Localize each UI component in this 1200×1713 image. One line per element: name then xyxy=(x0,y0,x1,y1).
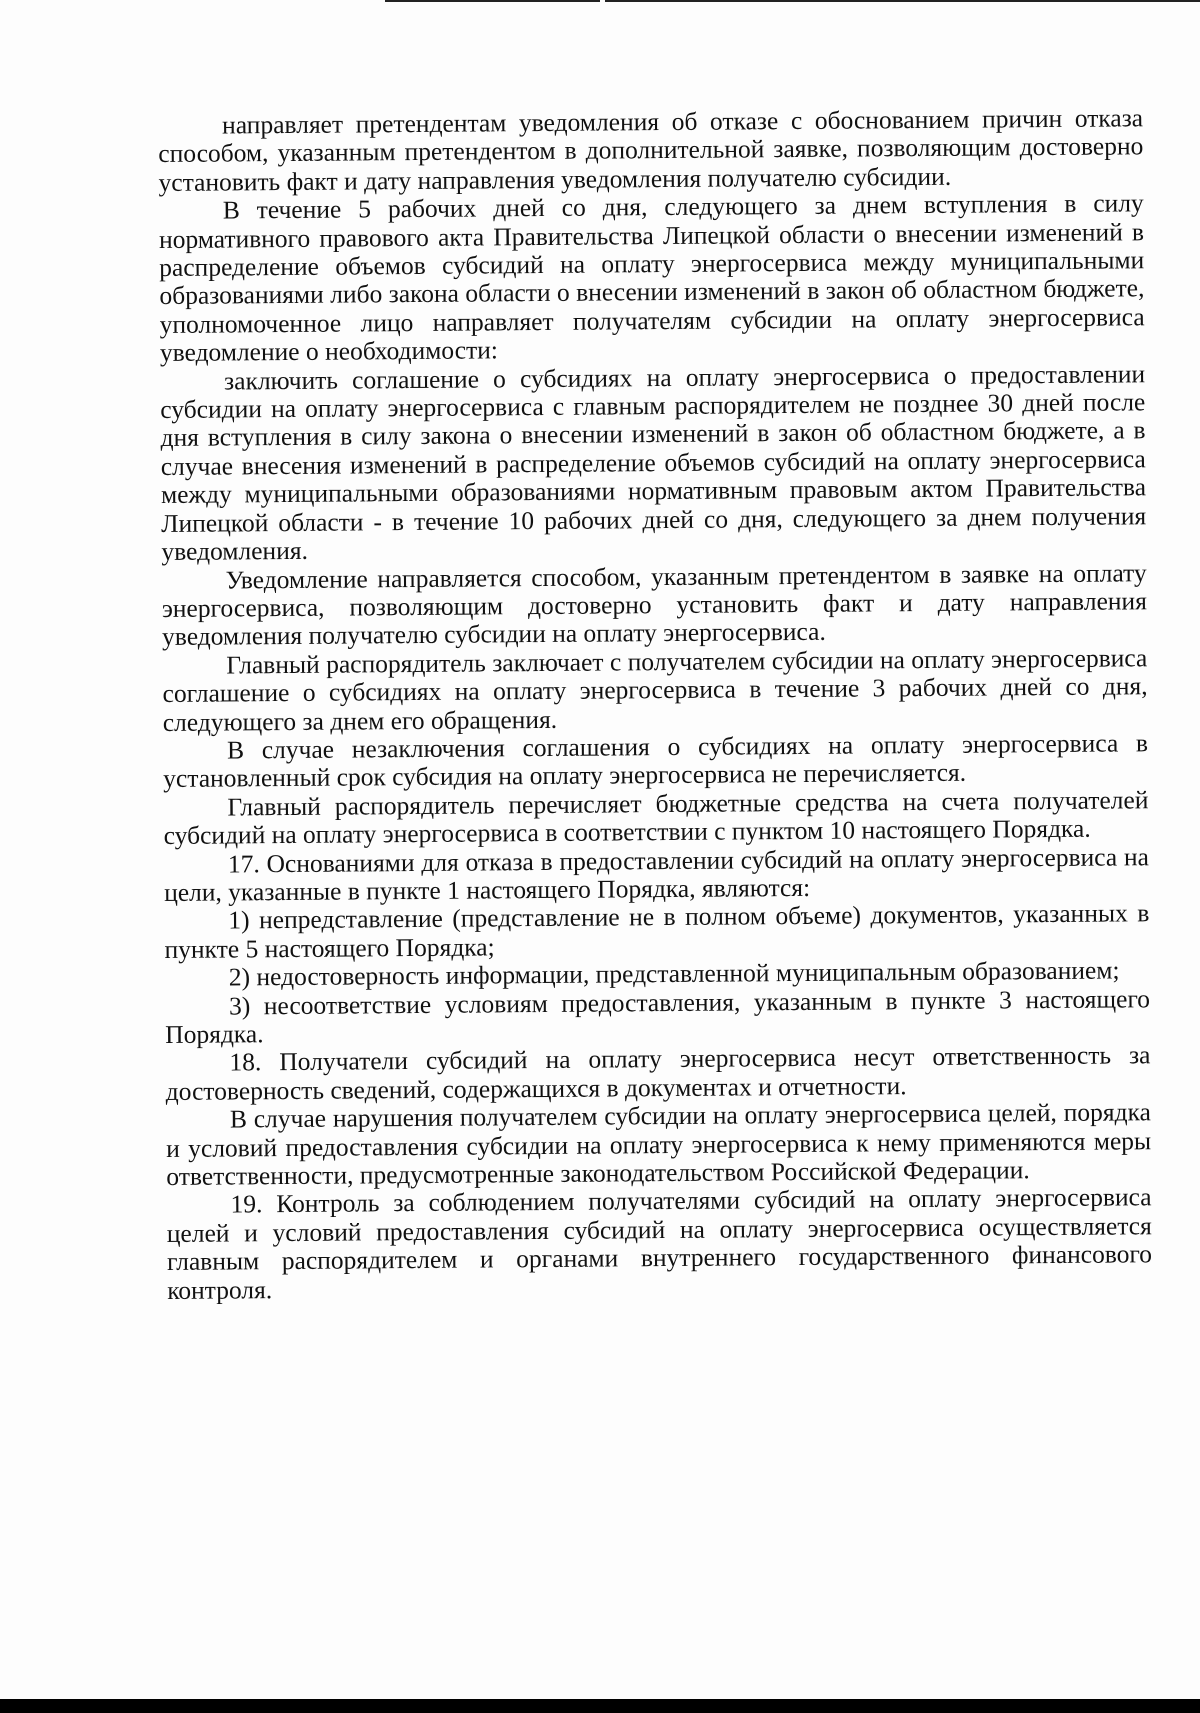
scan-edge-mark xyxy=(605,0,1200,2)
list-item-17-2: 2) недостоверность информации, представленной муниципальным образованием; xyxy=(228,955,1120,992)
scan-edge-mark xyxy=(385,0,600,2)
paragraph-section-18: 18. Получатели субсидий на оплату энергосервиса несут ответственность за достоверность сведений, содержащихся в документах и отчетности. xyxy=(165,1040,1151,1106)
paragraph-no-agreement: В случае незаключения соглашения о субсидиях на оплату энергосервиса в установленный срок субсидия на оплату энергосервиса не перечисляется. xyxy=(163,728,1149,794)
paragraph-section-19: 19. Контроль за соблюдением получателями субсидий на оплату энергосервиса целей и условий предоставления субсидий на оплату энергосервиса осуществляется главным распорядителем и органами внутреннего государственного финансового контроля. xyxy=(166,1182,1153,1305)
list-item-17-1: 1) непредставление (представление не в полном объеме) документов, указанных в пункте 5 настоящего Порядка; xyxy=(164,898,1150,964)
paragraph-section-17: 17. Основаниями для отказа в предоставлении субсидий на оплату энергосервиса на цели, указанные в пункте 1 настоящего Порядка, являются: xyxy=(164,841,1149,907)
list-item-17-3: 3) несоответствие условиям предоставления, указанным в пункте 3 настоящего Порядка. xyxy=(165,983,1151,1049)
paragraph-notification-deadline: В течение 5 рабочих дней со дня, следующего за днем вступления в силу нормативного правового акта Правительства Липецкой области о внесении изменений в распределение объемов субсидий на оплату энергосервиса между муниципальными образованиями либо закона области о внесении изменений в закон об областном бюджете, уполномоченное лицо направляет получателям субсидии на оплату энергосервиса уведомление о необходимости: xyxy=(158,188,1145,368)
paragraph-agreement-signing: Главный распорядитель заключает с получателем субсидии на оплату энергосервиса соглашение о субсидиях на оплату энергосервиса в течение 3 рабочих дней со дня, следующего за днем его обращения. xyxy=(162,642,1148,737)
document-body xyxy=(158,104,1152,1305)
paragraph-notification-method: Уведомление направляется способом, указанным претендентом в заявке на оплату энергосервиса, позволяющим достоверно установить факт и дату направления уведомления получателю субсидии на оплату энергосервиса. xyxy=(161,557,1147,652)
paragraph-refusal-notice: направляет претендентам уведомления об отказе с обоснованием причин отказа способом, указанным претендентом в дополнительной заявке, позволяющим достоверно установить факт и дату направления уведомления получателю субсидии. xyxy=(158,103,1144,197)
paragraph-violation-liability: В случае нарушения получателем субсидии на оплату энергосервиса целей, порядка и условий предоставления субсидии на оплату энергосервиса к нему применяются меры ответственности, предусмотренные законодательством Российской Федерации. xyxy=(166,1097,1152,1191)
paragraph-funds-transfer: Главный распорядитель перечисляет бюджетные средства на счета получателей субсидий на оплату энергосервиса в соответствии с пунктом 10 настоящего Порядка. xyxy=(163,784,1149,851)
paragraph-conclude-agreement: заключить соглашение о субсидиях на оплату энергосервиса о предоставлении субсидии на оплату энергосервиса с главным распорядителем не позднее 30 дней после дня вступления в силу закона о внесении изменений в закон об областном бюджете, а в случае внесения изменений в распределение объемов субсидий на оплату энергосервиса между муниципальными образованиями нормативным правовым актом Правительства Липецкой области - в течение 10 рабочих дней со дня, следующего за днем получения уведомления. xyxy=(160,358,1147,567)
scan-bottom-edge xyxy=(0,1699,1200,1713)
